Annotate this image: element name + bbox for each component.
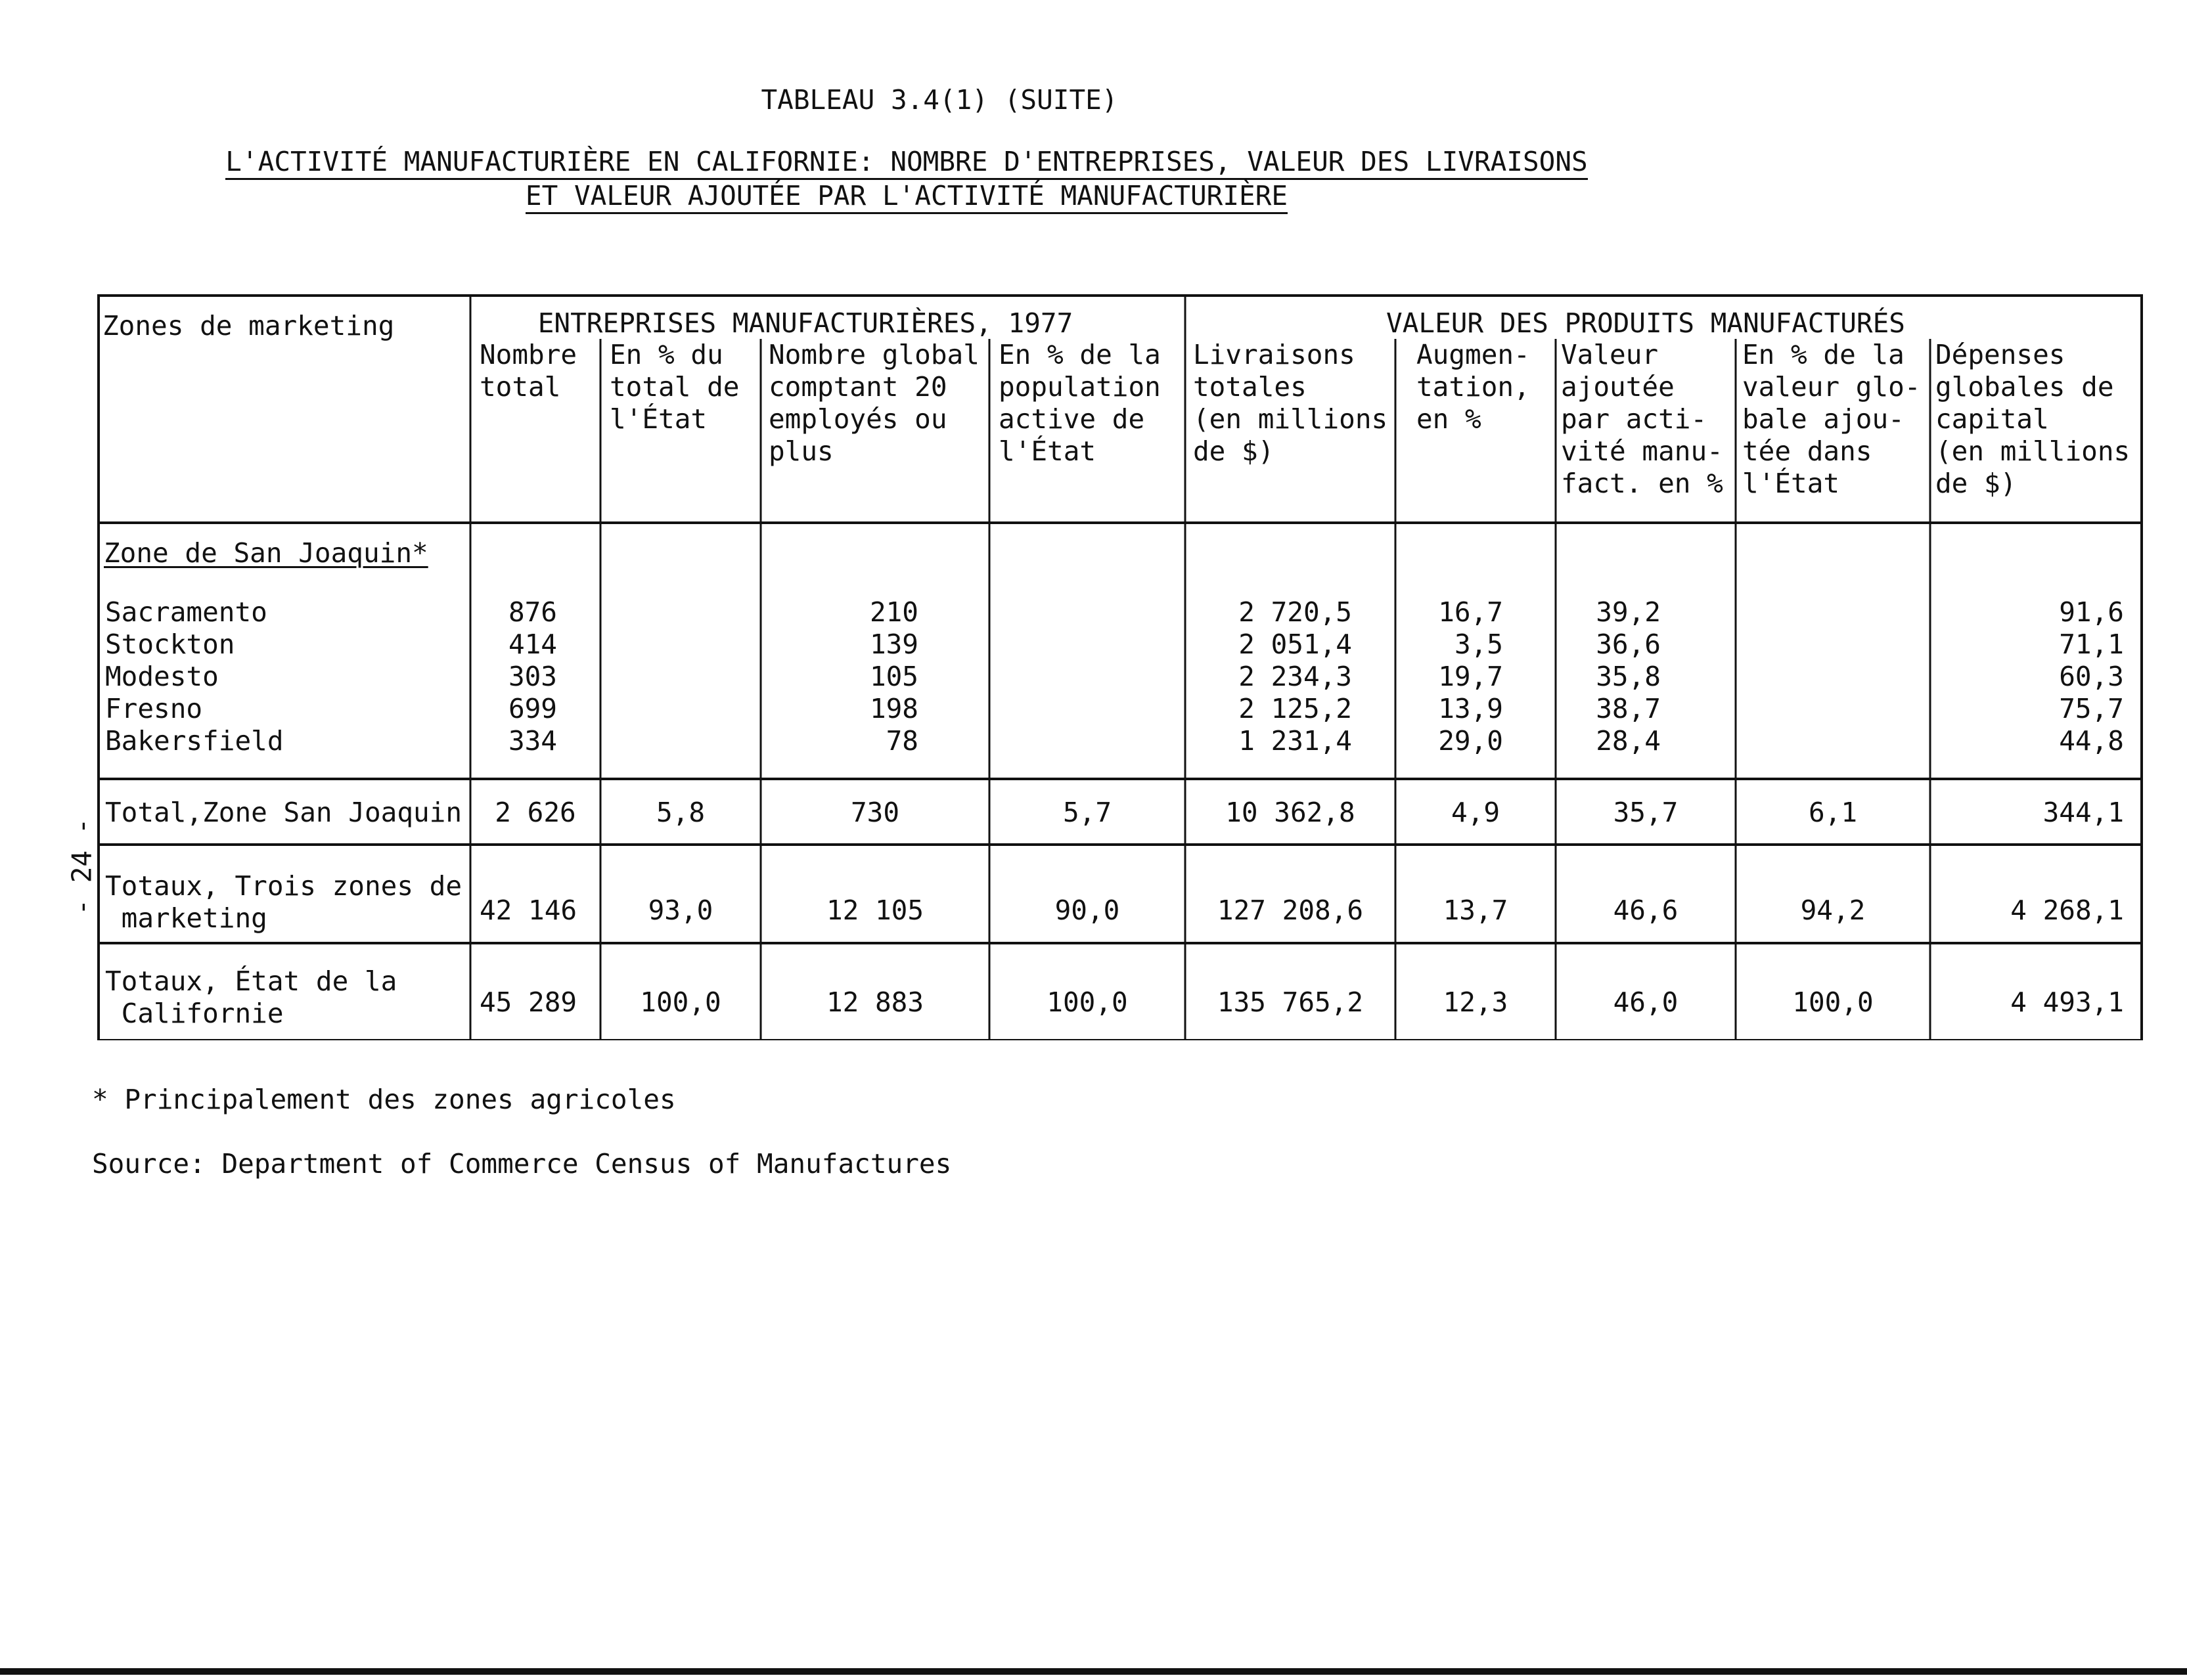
table-cell: 210 [869, 596, 918, 628]
table-cell: 730 [850, 797, 900, 828]
table-cell: 334 [508, 725, 557, 757]
table-cell: 10 362,8 [1225, 797, 1355, 828]
table-cell: 2 125,2 [1238, 693, 1352, 724]
table-cell: 12 105 [826, 895, 924, 926]
footnote-agricoles: * Principalement des zones agricoles [92, 1084, 676, 1115]
table-title [0, 146, 1813, 214]
column-header-depenses: Dépenses globales de capital (en millions de $) [1935, 339, 2131, 499]
table-cell: 13,7 [1443, 895, 1508, 926]
group-header-entreprises: ENTREPRISES MANUFACTURIÈRES, 1977 [537, 307, 1073, 339]
table-cell: 38,7 [1596, 693, 1661, 724]
table-cell: 13,9 [1438, 693, 1503, 724]
table-cell: 60,3 [2059, 661, 2124, 692]
table-cell: 91,6 [2059, 596, 2124, 628]
table-cell: 29,0 [1438, 725, 1503, 757]
table-cell: 93,0 [648, 895, 713, 926]
column-header-nombre-total: Nombre total [480, 339, 577, 403]
table-cell: 44,8 [2059, 725, 2124, 757]
table-title-line-1: L'ACTIVITÉ MANUFACTURIÈRE EN CALIFORNIE: NOMBRE D'ENTREPRISES, VALEUR DES LIVRAISONS [225, 146, 1587, 180]
table-cell: 414 [508, 629, 557, 660]
group-header-valeur: VALEUR DES PRODUITS MANUFACTURÉS [1386, 307, 1905, 339]
table-cell: 5,7 [1062, 797, 1112, 828]
row-label: Sacramento [105, 596, 267, 628]
table-cell: 12 883 [826, 986, 924, 1018]
table-cell: 4,9 [1451, 797, 1500, 828]
table-cell: 35,8 [1596, 661, 1661, 692]
section-label: Zone de San Joaquin* [104, 537, 428, 569]
table-number: TABLEAU 3.4(1) (SUITE) [761, 84, 1118, 116]
column-header-pct-valeur-globale: En % de la valeur glo- bale ajou- tée dans l'État [1742, 339, 1921, 499]
table-cell: 46,0 [1613, 986, 1679, 1018]
table-cell: 100,0 [1792, 986, 1874, 1018]
table-cell: 75,7 [2059, 693, 2124, 724]
table-cell: 100,0 [640, 986, 721, 1018]
table-cell: 19,7 [1438, 661, 1503, 692]
table-cell: 2 234,3 [1238, 661, 1352, 692]
table-cell: 303 [508, 661, 557, 692]
table-cell: 139 [869, 629, 918, 660]
total-row-label: Totaux, État de la Californie [105, 965, 397, 1029]
table-cell: 699 [508, 693, 557, 724]
row-label: Modesto [105, 661, 219, 692]
table-cell: 198 [869, 693, 918, 724]
table-cell: 36,6 [1596, 629, 1661, 660]
row-label: Bakersfield [105, 725, 284, 757]
table-cell: 127 208,6 [1217, 895, 1364, 926]
table-cell: 105 [869, 661, 918, 692]
column-header-valeur-ajoutee: Valeur ajoutée par acti- vité manu- fact. en % [1561, 339, 1723, 499]
page-bottom-rule [0, 1668, 2187, 1675]
column-header-livraisons: Livraisons totales (en millions de $) [1193, 339, 1388, 467]
row-label: Fresno [105, 693, 203, 724]
table-cell: 16,7 [1438, 596, 1503, 628]
table-cell: 45 289 [480, 986, 577, 1018]
table-cell: 100,0 [1047, 986, 1128, 1018]
table-cell: 90,0 [1054, 895, 1120, 926]
table-cell: 78 [886, 725, 918, 757]
table-cell: 35,7 [1613, 797, 1679, 828]
table-title-line-2: ET VALEUR AJOUTÉE PAR L'ACTIVITÉ MANUFACTURIÈRE [526, 180, 1288, 214]
table-cell: 135 765,2 [1217, 986, 1364, 1018]
column-header-pct-total-etat: En % du total de l'État [610, 339, 740, 435]
table-cell: 39,2 [1596, 596, 1661, 628]
table-cell: 42 146 [480, 895, 577, 926]
table-cell: 4 268,1 [2010, 895, 2124, 926]
column-header-pct-population: En % de la population active de l'État [999, 339, 1161, 467]
total-row-label: Totaux, Trois zones de marketing [105, 870, 462, 934]
table-cell: 5,8 [656, 797, 706, 828]
table-cell: 46,6 [1613, 895, 1679, 926]
table-cell: 1 231,4 [1238, 725, 1352, 757]
table-cell: 12,3 [1443, 986, 1508, 1018]
table-cell: 2 051,4 [1238, 629, 1352, 660]
table-cell: 4 493,1 [2010, 986, 2124, 1018]
table-cell: 876 [508, 596, 557, 628]
data-table [97, 294, 2143, 1040]
table-cell: 6,1 [1808, 797, 1858, 828]
table-cell: 71,1 [2059, 629, 2124, 660]
table-cell: 28,4 [1596, 725, 1661, 757]
table-cell: 94,2 [1800, 895, 1866, 926]
table-cell: 2 626 [495, 797, 576, 828]
table-cell: 3,5 [1454, 629, 1503, 660]
column-header-nombre-global: Nombre global comptant 20 employés ou plus [769, 339, 980, 467]
page-number: - 24 - [66, 818, 98, 916]
table-cell: 2 720,5 [1238, 596, 1352, 628]
total-row-label: Total,Zone San Joaquin [105, 797, 462, 828]
row-label: Stockton [105, 629, 235, 660]
table-cell: 344,1 [2042, 797, 2124, 828]
stub-header: Zones de marketing [102, 310, 395, 342]
column-header-augmentation: Augmen- tation, en % [1416, 339, 1530, 435]
footnote-source: Source: Department of Commerce Census of Manufactures [92, 1148, 952, 1180]
